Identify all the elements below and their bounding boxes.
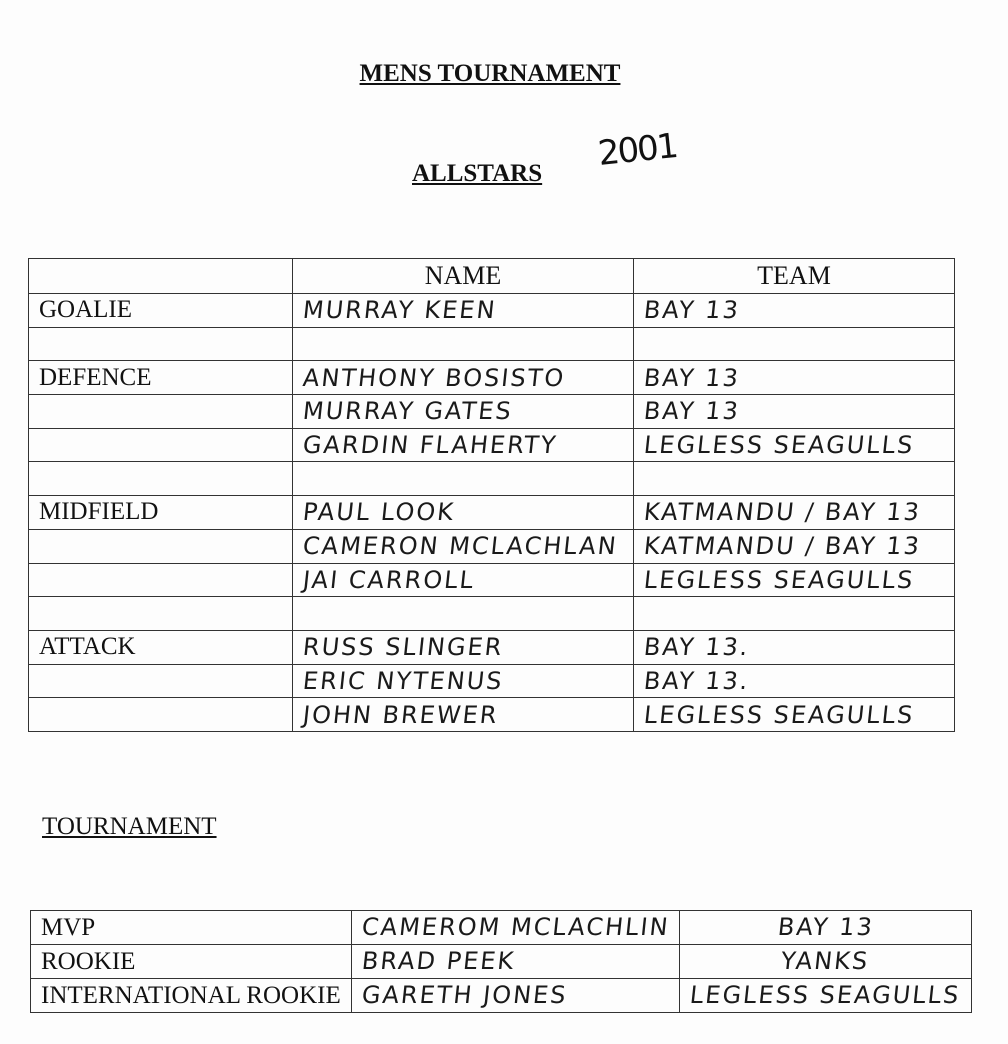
- player-name-cell-text: JAI CARROLL: [301, 565, 477, 594]
- position-cell: GOALIE: [29, 294, 293, 328]
- tournament-heading: TOURNAMENT: [42, 813, 217, 840]
- position-cell: [29, 664, 293, 698]
- position-cell: [29, 529, 293, 563]
- position-cell: [29, 698, 293, 732]
- player-name-cell-text: ANTHONY BOSISTO: [301, 363, 567, 392]
- team-cell: [634, 462, 955, 496]
- player-name-cell-text: MURRAY KEEN: [301, 296, 498, 325]
- winner-cell: [351, 911, 680, 945]
- page-title: MENS TOURNAMENT: [359, 60, 621, 87]
- award-team-cell-text: YANKS: [779, 947, 871, 975]
- team-cell: [634, 395, 955, 429]
- award-team-cell: [680, 945, 971, 979]
- player-name-cell: [293, 563, 634, 597]
- award-cell: ROOKIE: [31, 945, 352, 979]
- team-cell-text: BAY 13: [642, 296, 742, 325]
- team-cell: [634, 428, 955, 462]
- table-row: [29, 294, 955, 328]
- winner-cell-text: GARETH JONES: [360, 981, 569, 1009]
- table-row: [29, 496, 955, 530]
- team-cell-text: BAY 13: [642, 397, 742, 426]
- allstars-table: [28, 258, 955, 732]
- table-row: [29, 664, 955, 698]
- tournament-awards-table: [30, 910, 972, 1013]
- position-cell: [29, 395, 293, 429]
- column-header-team: TEAM: [634, 259, 955, 294]
- player-name-cell: [293, 395, 634, 429]
- position-cell: [29, 563, 293, 597]
- position-cell: [29, 428, 293, 462]
- award-team-cell-text: LEGLESS SEAGULLS: [688, 981, 963, 1009]
- table-row: [29, 529, 955, 563]
- table-row: [29, 630, 955, 664]
- column-header-name: NAME: [293, 259, 634, 294]
- player-name-cell: [293, 698, 634, 732]
- position-cell: ATTACK: [29, 630, 293, 664]
- table-row: [29, 563, 955, 597]
- team-cell-text: BAY 13: [642, 363, 742, 392]
- table-row: [31, 911, 972, 945]
- team-cell: [634, 496, 955, 530]
- team-cell: [634, 529, 955, 563]
- winner-cell: [351, 945, 680, 979]
- team-cell-text: LEGLESS SEAGULLS: [642, 700, 916, 729]
- award-team-cell-text: BAY 13: [776, 913, 875, 941]
- table-row: [29, 597, 955, 631]
- award-team-cell: [680, 979, 971, 1013]
- table-header-row: [29, 259, 955, 294]
- team-cell: [634, 294, 955, 328]
- player-name-cell: [293, 630, 634, 664]
- player-name-cell: [293, 462, 634, 496]
- team-cell-text: LEGLESS SEAGULLS: [642, 431, 916, 460]
- table-row: [29, 698, 955, 732]
- player-name-cell-text: MURRAY GATES: [301, 397, 515, 426]
- player-name-cell: [293, 428, 634, 462]
- team-cell: [634, 597, 955, 631]
- winner-cell: [351, 979, 680, 1013]
- team-cell-text: LEGLESS SEAGULLS: [642, 565, 916, 594]
- team-cell: [634, 361, 955, 395]
- player-name-cell-text: GARDIN FLAHERTY: [301, 431, 559, 460]
- team-cell-text: BAY 13.: [642, 633, 751, 662]
- player-name-cell: [293, 496, 634, 530]
- table-row: [29, 361, 955, 395]
- player-name-cell: [293, 327, 634, 361]
- player-name-cell-text: RUSS SLINGER: [301, 633, 505, 662]
- player-name-cell-text: CAMERON MCLACHLAN: [301, 532, 620, 561]
- award-cell: INTERNATIONAL ROOKIE: [31, 979, 352, 1013]
- player-name-cell: [293, 529, 634, 563]
- team-cell: [634, 698, 955, 732]
- handwritten-year: 2001: [596, 126, 679, 174]
- position-cell: [29, 597, 293, 631]
- table-row: [31, 945, 972, 979]
- team-cell: [634, 563, 955, 597]
- team-cell-text: BAY 13.: [642, 666, 751, 695]
- team-cell: [634, 664, 955, 698]
- position-cell: [29, 462, 293, 496]
- table-row: [29, 327, 955, 361]
- team-cell: [634, 630, 955, 664]
- table-row: [29, 462, 955, 496]
- team-cell: [634, 327, 955, 361]
- award-team-cell: [680, 911, 971, 945]
- table-row: [29, 395, 955, 429]
- team-cell-text: KATMANDU / BAY 13: [642, 532, 923, 561]
- table-row: [31, 979, 972, 1013]
- player-name-cell-text: JOHN BREWER: [301, 700, 500, 729]
- position-cell: [29, 327, 293, 361]
- player-name-cell: [293, 361, 634, 395]
- column-header-position: [29, 259, 293, 294]
- player-name-cell: [293, 597, 634, 631]
- position-cell: DEFENCE: [29, 361, 293, 395]
- award-cell: MVP: [31, 911, 352, 945]
- winner-cell-text: CAMEROM MCLACHLIN: [360, 913, 671, 941]
- winner-cell-text: BRAD PEEK: [360, 947, 517, 975]
- position-cell: MIDFIELD: [29, 496, 293, 530]
- player-name-cell-text: PAUL LOOK: [301, 498, 457, 527]
- team-cell-text: KATMANDU / BAY 13: [642, 498, 923, 527]
- player-name-cell: [293, 294, 634, 328]
- player-name-cell: [293, 664, 634, 698]
- table-row: [29, 428, 955, 462]
- page-subtitle: ALLSTARS: [412, 160, 543, 187]
- player-name-cell-text: ERIC NYTENUS: [301, 666, 505, 695]
